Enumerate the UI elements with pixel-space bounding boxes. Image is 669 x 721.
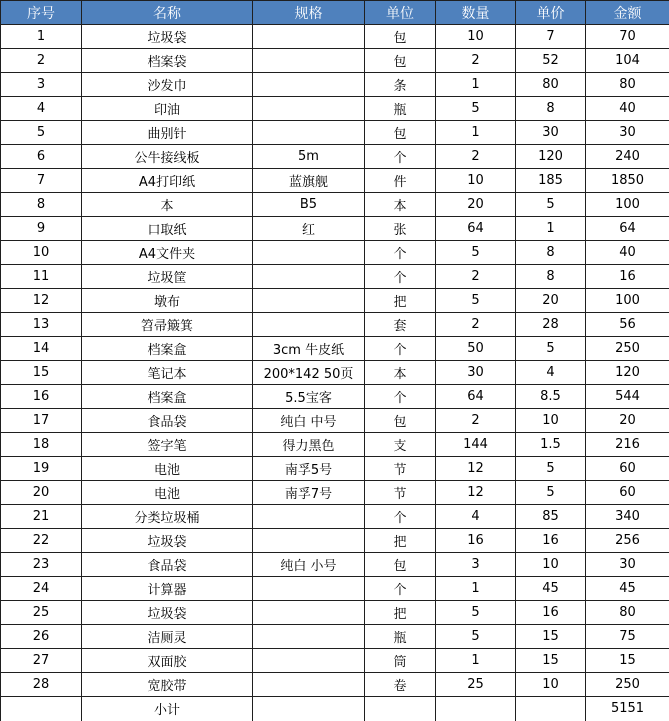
cell-name: 档案袋: [82, 49, 253, 73]
cell-amount: 250: [586, 673, 669, 697]
cell-amount: 240: [586, 145, 669, 169]
cell-amount: 64: [586, 217, 669, 241]
table-row: [1, 193, 669, 217]
cell-unit: 包: [365, 409, 436, 433]
cell-unit: 个: [365, 241, 436, 265]
table-row: [1, 289, 669, 313]
cell-amount: 80: [586, 73, 669, 97]
cell-no: 8: [1, 193, 82, 217]
cell-spec: [253, 505, 365, 529]
cell-qty: 2: [436, 265, 516, 289]
cell-no: 4: [1, 97, 82, 121]
table-row: [1, 505, 669, 529]
cell-price: 8: [516, 265, 586, 289]
cell-price: 5: [516, 337, 586, 361]
cell-spec: [253, 529, 365, 553]
cell-unit: 支: [365, 433, 436, 457]
cell-name: 垃圾袋: [82, 601, 253, 625]
header-no: 序号: [1, 1, 82, 25]
cell-spec: 南孚5号: [253, 457, 365, 481]
cell-qty: 10: [436, 25, 516, 49]
cell-spec: [253, 601, 365, 625]
cell-name: 食品袋: [82, 409, 253, 433]
cell-qty: 64: [436, 385, 516, 409]
cell-amount: 1850: [586, 169, 669, 193]
header-unit: 单位: [365, 1, 436, 25]
table-row: [1, 409, 669, 433]
cell-unit: 个: [365, 385, 436, 409]
cell-spec: [253, 625, 365, 649]
cell-amount: 120: [586, 361, 669, 385]
cell-unit: 包: [365, 25, 436, 49]
cell-qty: 50: [436, 337, 516, 361]
cell-qty: 2: [436, 145, 516, 169]
cell-name: 洁厕灵: [82, 625, 253, 649]
cell-spec: B5: [253, 193, 365, 217]
cell-spec: 5m: [253, 145, 365, 169]
cell-name: 垃圾袋: [82, 25, 253, 49]
cell-no: 3: [1, 73, 82, 97]
cell-qty: 20: [436, 193, 516, 217]
cell-amount: 256: [586, 529, 669, 553]
cell-price: 8: [516, 241, 586, 265]
cell-price: 16: [516, 601, 586, 625]
header-amount: 金额: [586, 1, 669, 25]
table-row: [1, 601, 669, 625]
cell-no: 21: [1, 505, 82, 529]
cell-no: 22: [1, 529, 82, 553]
cell-unit: 张: [365, 217, 436, 241]
cell-no: 27: [1, 649, 82, 673]
table-row: [1, 553, 669, 577]
cell-spec: [253, 313, 365, 337]
cell-qty: 16: [436, 529, 516, 553]
cell-spec: 3cm 牛皮纸: [253, 337, 365, 361]
header-name: 名称: [82, 1, 253, 25]
cell-name: 曲别针: [82, 121, 253, 145]
cell-price: 7: [516, 25, 586, 49]
cell-spec: [253, 673, 365, 697]
cell-qty: 1: [436, 649, 516, 673]
cell-amount: 20: [586, 409, 669, 433]
cell-name: 笤帚簸箕: [82, 313, 253, 337]
cell-unit: 件: [365, 169, 436, 193]
table-row: [1, 265, 669, 289]
cell-name: 墩布: [82, 289, 253, 313]
cell-unit: 卷: [365, 673, 436, 697]
cell-spec: [253, 49, 365, 73]
table-row: [1, 145, 669, 169]
cell-spec: [253, 265, 365, 289]
cell-name: A4文件夹: [82, 241, 253, 265]
cell-unit: 个: [365, 145, 436, 169]
cell-unit: 个: [365, 337, 436, 361]
cell-qty: 5: [436, 97, 516, 121]
cell-unit: 个: [365, 577, 436, 601]
table-row: [1, 649, 669, 673]
cell-unit: 个: [365, 505, 436, 529]
cell-spec: [253, 73, 365, 97]
cell-spec: [253, 289, 365, 313]
cell-qty: 5: [436, 289, 516, 313]
cell-no: 26: [1, 625, 82, 649]
cell-unit: 筒: [365, 649, 436, 673]
cell-price: 15: [516, 649, 586, 673]
cell-amount: 40: [586, 97, 669, 121]
cell-name: 食品袋: [82, 553, 253, 577]
table-row: [1, 169, 669, 193]
table-row: [1, 433, 669, 457]
cell-spec: 200*142 50页: [253, 361, 365, 385]
cell-amount: 60: [586, 457, 669, 481]
cell-name: 垃圾筐: [82, 265, 253, 289]
cell-no: 12: [1, 289, 82, 313]
table-row: [1, 481, 669, 505]
cell-amount: 216: [586, 433, 669, 457]
cell-amount: 45: [586, 577, 669, 601]
cell-qty: 12: [436, 481, 516, 505]
cell-no: 19: [1, 457, 82, 481]
cell-qty: 1: [436, 73, 516, 97]
cell-unit: 本: [365, 193, 436, 217]
cell-no: 11: [1, 265, 82, 289]
cell-price: 10: [516, 553, 586, 577]
cell-spec: [253, 241, 365, 265]
cell-unit: 包: [365, 49, 436, 73]
cell-name: 分类垃圾桶: [82, 505, 253, 529]
cell-price: 4: [516, 361, 586, 385]
table-row: [1, 313, 669, 337]
header-qty: 数量: [436, 1, 516, 25]
cell-spec: 纯白 中号: [253, 409, 365, 433]
cell-amount: 60: [586, 481, 669, 505]
table-row: [1, 97, 669, 121]
cell-no: 25: [1, 601, 82, 625]
cell-qty: 144: [436, 433, 516, 457]
table-row: [1, 625, 669, 649]
cell-amount: 15: [586, 649, 669, 673]
cell-name: 宽胶带: [82, 673, 253, 697]
cell-qty: 4: [436, 505, 516, 529]
cell-spec: [253, 97, 365, 121]
cell-no: 16: [1, 385, 82, 409]
cell-qty: 12: [436, 457, 516, 481]
cell-amount: 80: [586, 601, 669, 625]
cell-amount: 250: [586, 337, 669, 361]
cell-qty: 3: [436, 553, 516, 577]
cell-spec: 蓝旗舰: [253, 169, 365, 193]
cell-no: 24: [1, 577, 82, 601]
table-row: [1, 49, 669, 73]
cell-no: 28: [1, 673, 82, 697]
cell-no: 18: [1, 433, 82, 457]
cell-name: 电池: [82, 481, 253, 505]
cell-unit: 把: [365, 601, 436, 625]
cell-no: 7: [1, 169, 82, 193]
cell-no: 15: [1, 361, 82, 385]
cell-unit: 瓶: [365, 625, 436, 649]
cell-no: 10: [1, 241, 82, 265]
cell-name: 印油: [82, 97, 253, 121]
header-price: 单价: [516, 1, 586, 25]
table-row: [1, 577, 669, 601]
cell-no: 9: [1, 217, 82, 241]
cell-spec: 得力黑色: [253, 433, 365, 457]
cell-unit: 把: [365, 529, 436, 553]
cell-unit: 把: [365, 289, 436, 313]
cell-unit: 包: [365, 121, 436, 145]
cell-no: 20: [1, 481, 82, 505]
cell-name: A4打印纸: [82, 169, 253, 193]
cell-price: 8: [516, 97, 586, 121]
cell-price: 10: [516, 673, 586, 697]
cell-qty: 1: [436, 577, 516, 601]
cell-no: 13: [1, 313, 82, 337]
cell-price: 5: [516, 481, 586, 505]
cell-name: 公牛接线板: [82, 145, 253, 169]
cell-no: 6: [1, 145, 82, 169]
cell-spec: [253, 25, 365, 49]
cell-amount: 30: [586, 121, 669, 145]
cell-unit: 个: [365, 265, 436, 289]
cell-name: 签字笔: [82, 433, 253, 457]
cell-price: 120: [516, 145, 586, 169]
table-row: [1, 361, 669, 385]
cell-amount: 75: [586, 625, 669, 649]
table-row: [1, 337, 669, 361]
cell-name: 电池: [82, 457, 253, 481]
cell-price: 52: [516, 49, 586, 73]
cell-amount: 544: [586, 385, 669, 409]
subtotal-amount: 5151: [586, 697, 669, 721]
cell-spec: [253, 577, 365, 601]
cell-qty: 64: [436, 217, 516, 241]
cell-qty: 5: [436, 601, 516, 625]
cell-qty: 5: [436, 625, 516, 649]
cell-spec: 南孚7号: [253, 481, 365, 505]
cell-unit: 节: [365, 457, 436, 481]
cell-spec: 红: [253, 217, 365, 241]
cell-price: 5: [516, 457, 586, 481]
cell-qty: 2: [436, 49, 516, 73]
cell-no: 5: [1, 121, 82, 145]
cell-qty: 2: [436, 409, 516, 433]
cell-qty: 1: [436, 121, 516, 145]
table-row: [1, 73, 669, 97]
cell-price: 5: [516, 193, 586, 217]
cell-name: 沙发巾: [82, 73, 253, 97]
cell-name: 垃圾袋: [82, 529, 253, 553]
cell-spec: 纯白 小号: [253, 553, 365, 577]
cell-qty: 5: [436, 241, 516, 265]
cell-price: 80: [516, 73, 586, 97]
cell-no: 23: [1, 553, 82, 577]
cell-unit: 条: [365, 73, 436, 97]
subtotal-label: 小计: [82, 697, 253, 721]
cell-qty: 30: [436, 361, 516, 385]
cell-price: 30: [516, 121, 586, 145]
table-body: [1, 25, 669, 721]
table-row: [1, 385, 669, 409]
cell-name: 本: [82, 193, 253, 217]
cell-price: 8.5: [516, 385, 586, 409]
cell-price: 1.5: [516, 433, 586, 457]
cell-amount: 30: [586, 553, 669, 577]
table-row: [1, 673, 669, 697]
cell-amount: 104: [586, 49, 669, 73]
cell-price: 10: [516, 409, 586, 433]
cell-qty: 25: [436, 673, 516, 697]
cell-unit: 包: [365, 553, 436, 577]
cell-price: 20: [516, 289, 586, 313]
header-spec: 规格: [253, 1, 365, 25]
cell-amount: 100: [586, 193, 669, 217]
cell-amount: 100: [586, 289, 669, 313]
table-row: [1, 529, 669, 553]
cell-price: 1: [516, 217, 586, 241]
cell-name: 笔记本: [82, 361, 253, 385]
cell-spec: 5.5宝客: [253, 385, 365, 409]
cell-amount: 56: [586, 313, 669, 337]
cell-qty: 10: [436, 169, 516, 193]
cell-name: 档案盒: [82, 337, 253, 361]
table-row: [1, 241, 669, 265]
cell-spec: [253, 649, 365, 673]
cell-no: 17: [1, 409, 82, 433]
cell-unit: 本: [365, 361, 436, 385]
cell-price: 45: [516, 577, 586, 601]
cell-price: 185: [516, 169, 586, 193]
cell-amount: 16: [586, 265, 669, 289]
table-row: [1, 121, 669, 145]
cell-name: 档案盒: [82, 385, 253, 409]
cell-amount: 340: [586, 505, 669, 529]
cell-price: 16: [516, 529, 586, 553]
table-row: [1, 457, 669, 481]
cell-no: 1: [1, 25, 82, 49]
header-row: [1, 1, 669, 25]
cell-price: 28: [516, 313, 586, 337]
cell-name: 口取纸: [82, 217, 253, 241]
table-row: [1, 25, 669, 49]
cell-name: 计算器: [82, 577, 253, 601]
table-row: [1, 217, 669, 241]
cell-unit: 节: [365, 481, 436, 505]
cell-spec: [253, 121, 365, 145]
cell-price: 15: [516, 625, 586, 649]
cell-unit: 瓶: [365, 97, 436, 121]
cell-name: 双面胶: [82, 649, 253, 673]
cell-no: 14: [1, 337, 82, 361]
cell-price: 85: [516, 505, 586, 529]
cell-amount: 70: [586, 25, 669, 49]
cell-qty: 2: [436, 313, 516, 337]
cell-amount: 40: [586, 241, 669, 265]
cell-unit: 套: [365, 313, 436, 337]
cell-no: 2: [1, 49, 82, 73]
